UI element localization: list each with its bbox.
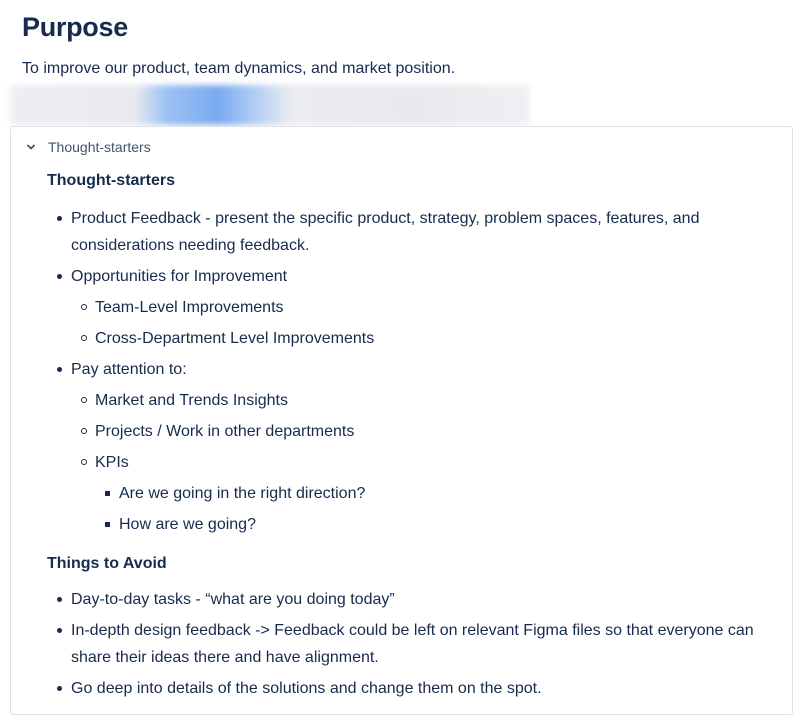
section-heading-thought-starters: Thought-starters <box>47 172 175 189</box>
list-item: Go deep into details of the solutions and change them on the spot. <box>47 675 782 702</box>
page-title: Purpose <box>22 12 128 42</box>
thought-starters-list <box>47 205 782 538</box>
chevron-down-icon[interactable] <box>23 139 39 155</box>
list-item: Day-to-day tasks - “what are you doing today” <box>47 586 782 613</box>
sub-list-item: Projects / Work in other departments <box>71 418 782 445</box>
sub-list-item: Market and Trends Insights <box>71 387 782 414</box>
sub-list-item <box>71 449 782 538</box>
list-item <box>47 356 782 538</box>
sub-list <box>71 294 782 352</box>
list-item: Product Feedback - present the specific product, strategy, problem spaces, features, and considerations needing feedback. <box>47 205 782 259</box>
list-item-label: Pay attention to: <box>71 361 187 378</box>
list-item-label: Opportunities for Improvement <box>71 268 288 285</box>
section-heading-things-to-avoid: Things to Avoid <box>47 555 167 572</box>
sub-list <box>71 387 782 538</box>
intro-text: To improve our product, team dynamics, and market position. <box>22 60 456 77</box>
list-item <box>47 263 782 352</box>
nested-list-item: How are we going? <box>95 511 782 538</box>
sub-list-item: Cross-Department Level Improvements <box>71 325 782 352</box>
blurred-toolbar <box>10 85 530 125</box>
things-to-avoid-list <box>47 586 782 702</box>
sub-list-item: Team-Level Improvements <box>71 294 782 321</box>
expand-title[interactable]: Thought-starters <box>48 139 151 155</box>
expand-content <box>47 169 782 706</box>
expand-toggle[interactable] <box>23 137 151 157</box>
nested-sub-list <box>95 480 782 538</box>
list-item: In-depth design feedback -> Feedback could be left on relevant Figma files so that everyone can share their ideas there and have alignment. <box>47 617 782 671</box>
sub-list-item-label: KPIs <box>95 454 129 471</box>
expand-panel <box>10 126 793 715</box>
nested-list-item: Are we going in the right direction? <box>95 480 782 507</box>
